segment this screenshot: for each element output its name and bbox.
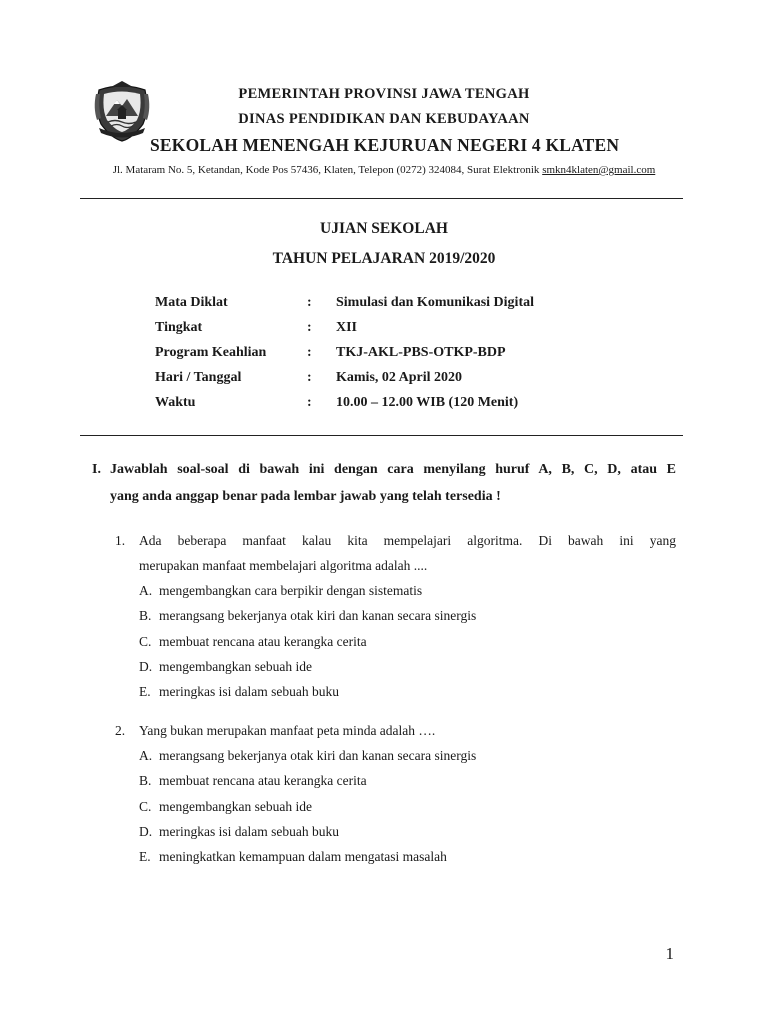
option-letter: C. <box>139 633 152 649</box>
info-colon: : <box>307 320 312 335</box>
info-label: Tingkat <box>155 320 203 335</box>
answer-option-e <box>139 679 676 704</box>
department-name: DINAS PENDIDIKAN DAN KEBUDAYAAN <box>238 111 530 127</box>
question-stem-line1: Ada beberapa manfaat kalau kita mempelajari algoritma. Di bawah ini yang <box>139 533 676 548</box>
page-number: 1 <box>665 944 674 963</box>
answer-option-a <box>139 743 676 768</box>
question-stem <box>139 528 676 578</box>
option-text: merangsang bekerjanya otak kiri dan kanan secara sinergis <box>159 748 477 763</box>
option-text: meringkas isi dalam sebuah buku <box>159 684 339 700</box>
option-text: merangsang bekerjanya otak kiri dan kanan secara sinergis <box>159 608 477 624</box>
info-row-grade <box>155 318 635 343</box>
option-text: mengembangkan sebuah ide <box>159 658 312 674</box>
option-letter: A. <box>139 748 153 763</box>
answer-options <box>139 578 676 704</box>
info-row-subject <box>155 293 635 318</box>
section-divider <box>80 435 683 436</box>
info-label: Hari / Tanggal <box>155 370 242 385</box>
answer-option-b <box>139 768 676 793</box>
info-colon: : <box>307 370 312 385</box>
header-divider <box>80 198 683 199</box>
section-number: I. <box>92 462 101 477</box>
school-address <box>80 164 688 176</box>
option-text: meringkas isi dalam sebuah buku <box>159 823 339 839</box>
info-row-time <box>155 393 635 418</box>
answer-option-d <box>139 819 676 844</box>
answer-option-c <box>139 794 676 819</box>
answer-options <box>139 743 676 869</box>
option-text: mengembangkan sebuah ide <box>159 798 312 814</box>
info-row-date <box>155 368 635 393</box>
instruction-text-line2: yang anda anggap benar pada lembar jawab yang telah tersedia ! <box>110 489 501 504</box>
instruction-text-line1: Jawablah soal-soal di bawah ini dengan cara menyilang huruf A, B, C, D, atau E <box>110 462 676 477</box>
info-value: Simulasi dan Komunikasi Digital <box>336 295 535 310</box>
option-letter: A. <box>139 583 153 598</box>
option-letter: B. <box>139 608 152 624</box>
jawa-tengah-emblem-icon <box>93 80 151 142</box>
option-text: mengembangkan cara berpikir dengan sistematis <box>159 583 423 598</box>
answer-option-a <box>139 578 676 603</box>
info-label: Waktu <box>155 395 196 410</box>
question-stem <box>139 718 676 743</box>
question-number: 2. <box>115 723 126 738</box>
exam-info-table <box>155 293 635 418</box>
exam-title: UJIAN SEKOLAH <box>320 220 448 237</box>
exam-year: TAHUN PELAJARAN 2019/2020 <box>272 250 496 267</box>
info-value: 10.00 – 12.00 WIB (120 Menit) <box>336 395 519 410</box>
option-letter: D. <box>139 823 153 839</box>
option-text: membuat rencana atau kerangka cerita <box>159 633 367 649</box>
info-colon: : <box>307 295 312 310</box>
option-letter: B. <box>139 773 152 789</box>
answer-option-d <box>139 654 676 679</box>
email-link[interactable]: smkn4klaten@gmail.com <box>542 164 656 176</box>
option-text: meningkatkan kemampuan dalam mengatasi masalah <box>159 849 447 865</box>
question-1 <box>115 528 676 704</box>
question-2 <box>115 718 676 869</box>
option-letter: E. <box>139 684 151 700</box>
answer-option-b <box>139 603 676 628</box>
answer-option-e <box>139 844 676 869</box>
info-label: Mata Diklat <box>155 295 228 310</box>
option-text: membuat rencana atau kerangka cerita <box>159 773 367 789</box>
government-name: PEMERINTAH PROVINSI JAWA TENGAH <box>238 86 530 102</box>
option-letter: C. <box>139 798 152 814</box>
question-stem-line1: Yang bukan merupakan manfaat peta minda adalah …. <box>139 723 436 738</box>
option-letter: E. <box>139 849 151 865</box>
info-value: TKJ-AKL-PBS-OTKP-BDP <box>336 345 506 360</box>
info-value: Kamis, 02 April 2020 <box>336 370 463 385</box>
answer-option-c <box>139 629 676 654</box>
address-text: Jl. Mataram No. 5, Ketandan, Kode Pos 57436, Klaten, Telepon (0272) 324084, Surat Elektronik <box>112 164 543 176</box>
info-row-program <box>155 343 635 368</box>
school-name: SEKOLAH MENENGAH KEJURUAN NEGERI 4 KLATEN <box>150 135 620 155</box>
option-letter: D. <box>139 658 153 674</box>
info-colon: : <box>307 345 312 360</box>
question-stem-line2: merupakan manfaat membelajari algoritma adalah .... <box>139 558 428 573</box>
info-value: XII <box>336 320 358 335</box>
info-label: Program Keahlian <box>155 345 267 360</box>
question-number: 1. <box>115 533 126 548</box>
info-colon: : <box>307 395 312 410</box>
